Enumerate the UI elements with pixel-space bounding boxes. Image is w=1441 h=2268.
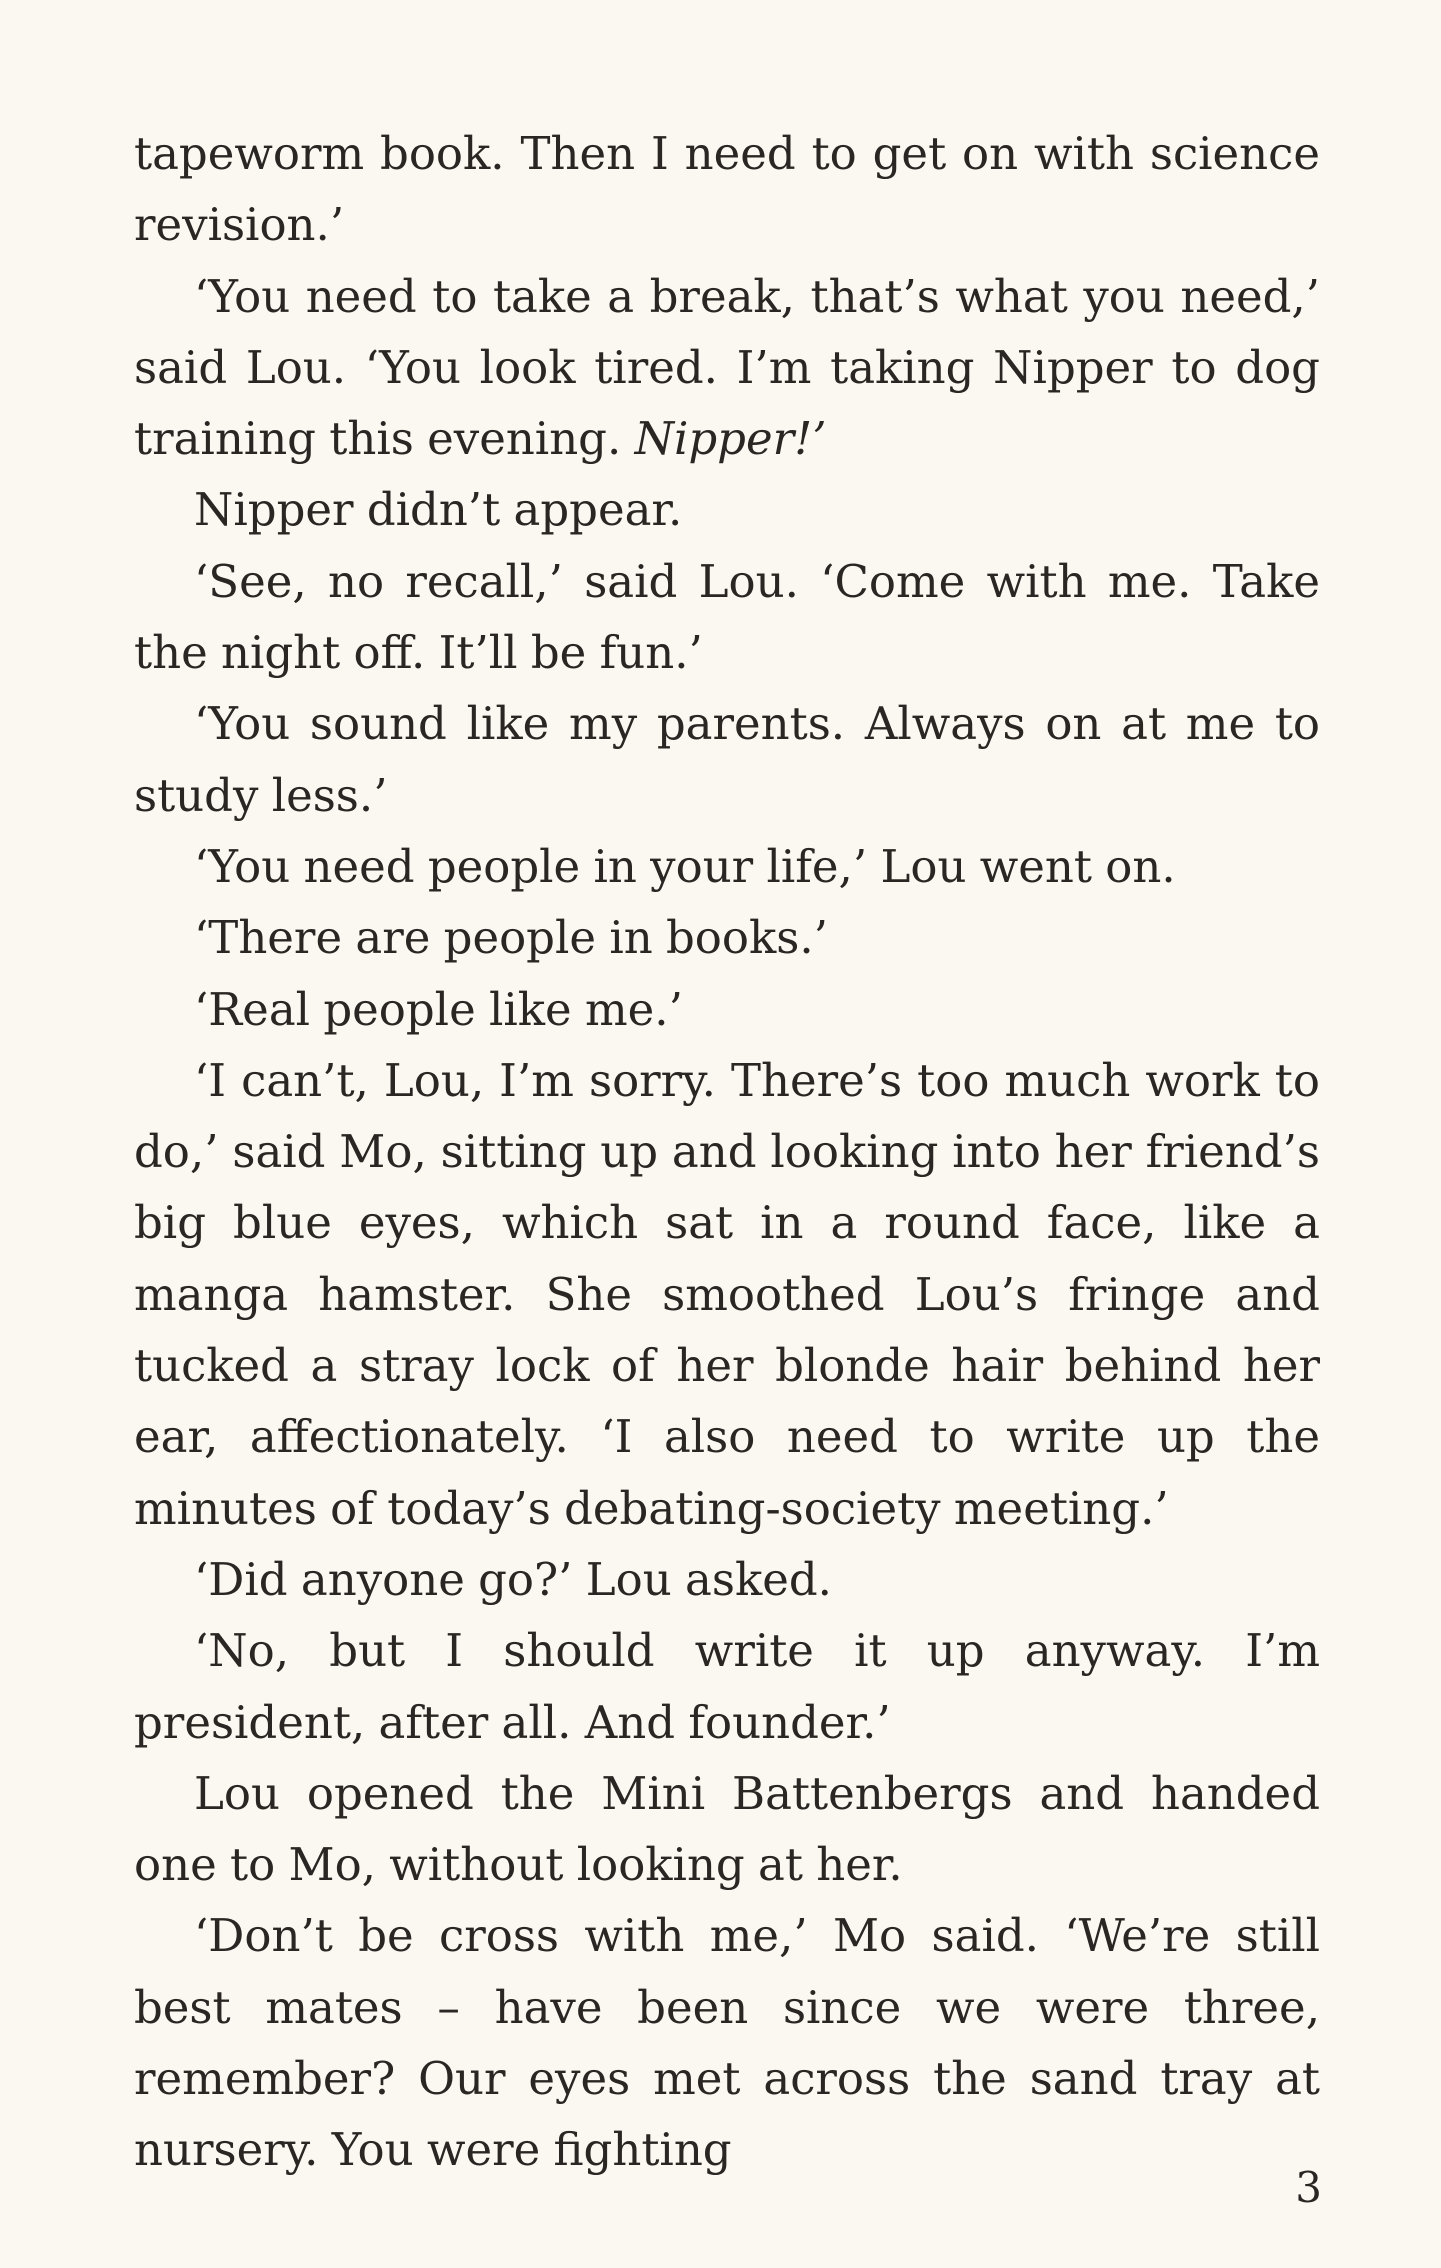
paragraph: ‘You need people in your life,’ Lou went on. xyxy=(194,839,1176,893)
body-text xyxy=(134,118,1320,2186)
paragraph: ‘Real people like me.’ xyxy=(194,982,683,1036)
paragraph: ‘Don’t be cross with me,’ Mo said. ‘We’re still best mates – have been since we were three, remember? Our eyes met across the sand tray at nursery. You were fighting xyxy=(134,1909,1320,2177)
paragraph: ‘I can’t, Lou, I’m sorry. There’s too much work to do,’ said Mo, sitting up and looking into her friend’s big blue eyes, which sat in a round face, like a manga hamster. She smoothed Lou’s fringe and tucked a stray lock of her blonde hair behind her ear, affectionately. ‘I also need to write up the minutes of today’s debating-society meeting.’ xyxy=(134,1053,1320,1535)
paragraph-text: ‘You need to take a break, that’s what you need,’ said Lou. ‘You look tired. I’m taking Nipper to dog training this evening. xyxy=(134,269,1320,466)
paragraph: tapeworm book. Then I need to get on with science revision.’ xyxy=(134,127,1320,252)
paragraph: ‘No, but I should write it up anyway. I’m president, after all. And founder.’ xyxy=(134,1624,1320,1749)
paragraph: ‘Did anyone go?’ Lou asked. xyxy=(194,1552,832,1606)
paragraph: Lou opened the Mini Battenbergs and handed one to Mo, without looking at her. xyxy=(134,1766,1320,1892)
paragraph: ‘You sound like my parents. Always on at me to study less.’ xyxy=(134,697,1320,822)
page-number: 3 xyxy=(1295,2163,1322,2212)
paragraph: ‘See, no recall,’ said Lou. ‘Come with me. Take the night off. It’ll be fun.’ xyxy=(134,554,1320,680)
paragraph xyxy=(134,261,1320,475)
emphasis-text: Nipper!’ xyxy=(634,412,827,466)
paragraph: Nipper didn’t appear. xyxy=(194,483,683,537)
paragraph: ‘There are people in books.’ xyxy=(194,911,828,965)
